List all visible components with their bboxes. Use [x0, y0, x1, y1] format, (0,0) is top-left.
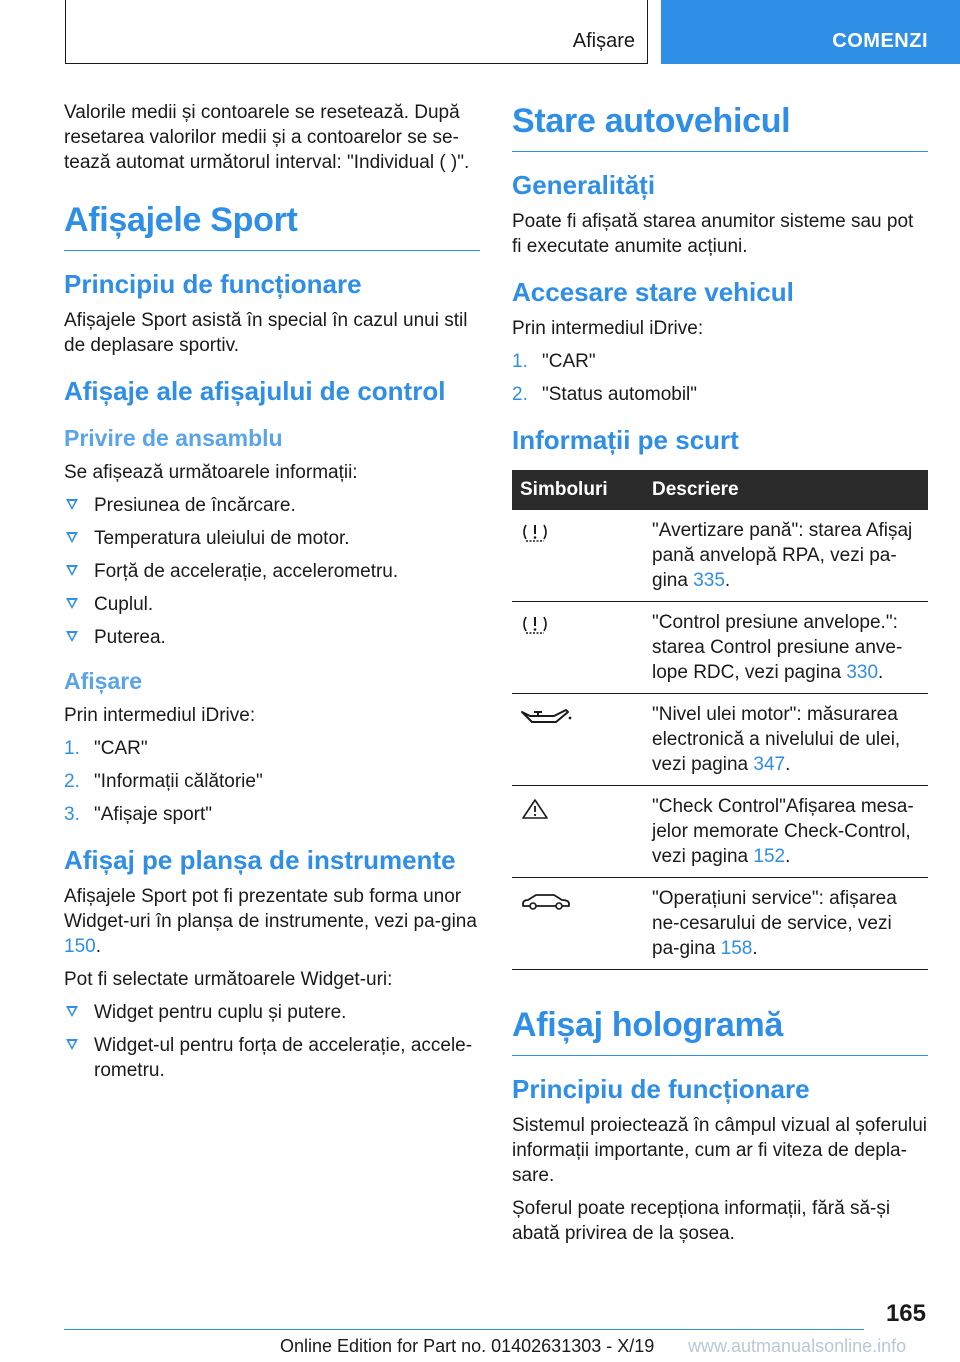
- table-header-row: [512, 470, 928, 510]
- intro-paragraph: Valorile medii și contoarele se resetează. După resetarea valorilor medii și a contoarelor se se-tează automat următorul interval: "Individual ( )".: [64, 102, 470, 173]
- list-item: Widget-ul pentru forța de accelerație, accele-rometru.: [64, 1033, 480, 1083]
- widgets-list: [64, 1000, 480, 1083]
- page-link[interactable]: 150: [64, 936, 96, 957]
- symbol-cell: [512, 602, 644, 694]
- step-item: 2. "Status automobil": [512, 384, 698, 405]
- step-item: 1. "CAR": [512, 351, 596, 372]
- warning-triangle-icon: [520, 798, 550, 820]
- access-heading: Accesare stare vehicul: [512, 277, 794, 307]
- tire-pressure-icon: [520, 614, 550, 636]
- vehicle-status-heading: Stare autovehicul: [512, 102, 928, 152]
- cluster-heading: Afișaj pe planșa de instrumente: [64, 845, 456, 875]
- oil-can-icon: [520, 706, 572, 728]
- bullet-triangle-icon: [66, 631, 78, 642]
- overview-list: [64, 493, 480, 650]
- principle-heading: Principiu de funcționare: [64, 269, 362, 299]
- header-chapter-tab[interactable]: [661, 0, 960, 64]
- page-link[interactable]: 152: [753, 846, 786, 867]
- hologram-heading: Afișaj hologramă: [512, 1006, 928, 1056]
- description-cell: "Avertizare pană": starea Afișaj pană anvelopă RPA, vezi pa-gina 335.: [644, 510, 928, 602]
- symbol-cell: [512, 786, 644, 878]
- step-item: 1. "CAR": [64, 738, 148, 759]
- footer-divider: [64, 1329, 864, 1330]
- description-cell: "Control presiune anvelope.": starea Control presiune anve-lope RDC, vezi pagina 330.: [644, 602, 928, 694]
- edition-text: Online Edition for Part no. 01402631303 - X/19: [280, 1336, 655, 1356]
- access-steps: [512, 349, 928, 407]
- table-row: [512, 694, 928, 786]
- list-item: Presiunea de încărcare.: [64, 493, 480, 518]
- description-cell: "Check Control"Afișarea mesa-jelor memorate Check-Control, vezi pagina 152.: [644, 786, 928, 878]
- car-service-icon: [520, 890, 572, 912]
- page-link[interactable]: 335: [693, 570, 725, 591]
- bullet-triangle-icon: [66, 499, 78, 510]
- display-steps: [64, 736, 480, 827]
- header-section-box: [65, 0, 648, 64]
- general-paragraph: Poate fi afișată starea anumitor sisteme sau pot fi executate anumite acțiuni.: [512, 211, 914, 257]
- column-header: Simboluri: [512, 470, 644, 510]
- sport-heading: Afișajele Sport: [64, 201, 480, 251]
- step-item: 2. "Informații călătorie": [64, 771, 263, 792]
- table-row: [512, 602, 928, 694]
- hologram-paragraph-1: Sistemul proiectează în câmpul vizual al șoferului informații importante, cum ar fi viteza de depla-sare.: [512, 1115, 928, 1186]
- left-column: [64, 100, 480, 1091]
- hologram-paragraph-2: Șoferul poate recepționa informații, fără să-și abată privirea de la șosea.: [512, 1198, 891, 1244]
- bullet-triangle-icon: [66, 565, 78, 576]
- watermark-text: www.autmanualsonline.info: [688, 1336, 907, 1356]
- hologram-principle-heading: Principiu de funcționare: [512, 1074, 810, 1104]
- bullet-triangle-icon: [66, 1039, 78, 1050]
- table-row: [512, 786, 928, 878]
- list-item: Cuplul.: [64, 592, 480, 617]
- page-link[interactable]: 347: [753, 754, 786, 775]
- table-row: [512, 878, 928, 970]
- chapter-title: COMENZI: [832, 30, 928, 52]
- symbols-table: [512, 470, 928, 970]
- cluster-paragraph: Afișajele Sport pot fi prezentate sub forma unor Widget-uri în planșa de instrumente, vezi pa-gina 150.: [64, 886, 477, 957]
- table-row: [512, 510, 928, 602]
- symbol-cell: [512, 510, 644, 602]
- display-heading: Afișare: [64, 668, 142, 694]
- section-title: Afișare: [572, 30, 635, 52]
- column-header: Descriere: [644, 470, 928, 510]
- symbol-cell: [512, 878, 644, 970]
- symbol-cell: [512, 694, 644, 786]
- summary-heading: Informații pe scurt: [512, 425, 739, 455]
- bullet-triangle-icon: [66, 532, 78, 543]
- access-paragraph: Prin intermediul iDrive:: [512, 318, 704, 339]
- bullet-triangle-icon: [66, 598, 78, 609]
- bullet-triangle-icon: [66, 1006, 78, 1017]
- overview-heading: Privire de ansamblu: [64, 425, 283, 451]
- tire-warning-icon: [520, 522, 550, 544]
- general-heading: Generalități: [512, 170, 656, 200]
- description-cell: "Operațiuni service": afișarea ne-cesarului de service, vezi pa-gina 158.: [644, 878, 928, 970]
- page-link[interactable]: 158: [720, 938, 753, 959]
- page-number: 165: [885, 1300, 926, 1327]
- step-item: 3. "Afișaje sport": [64, 804, 213, 825]
- list-item: Widget pentru cuplu și putere.: [64, 1000, 480, 1025]
- description-cell: "Nivel ulei motor": măsurarea electronică a nivelului de ulei, vezi pagina 347.: [644, 694, 928, 786]
- page-link[interactable]: 330: [846, 662, 879, 683]
- principle-paragraph: Afișajele Sport asistă în special în cazul unui stil de deplasare sportiv.: [64, 310, 468, 356]
- list-item: Puterea.: [64, 625, 480, 650]
- list-item: Temperatura uleiului de motor.: [64, 526, 480, 551]
- right-column: [512, 100, 928, 1254]
- display-paragraph: Prin intermediul iDrive:: [64, 705, 256, 726]
- control-display-heading: Afișaje ale afișajului de control: [64, 376, 446, 406]
- list-item: Forță de accelerație, accelerometru.: [64, 559, 480, 584]
- overview-paragraph: Se afișează următoarele informații:: [64, 462, 358, 483]
- widgets-paragraph: Pot fi selectate următoarele Widget-uri:: [64, 969, 393, 990]
